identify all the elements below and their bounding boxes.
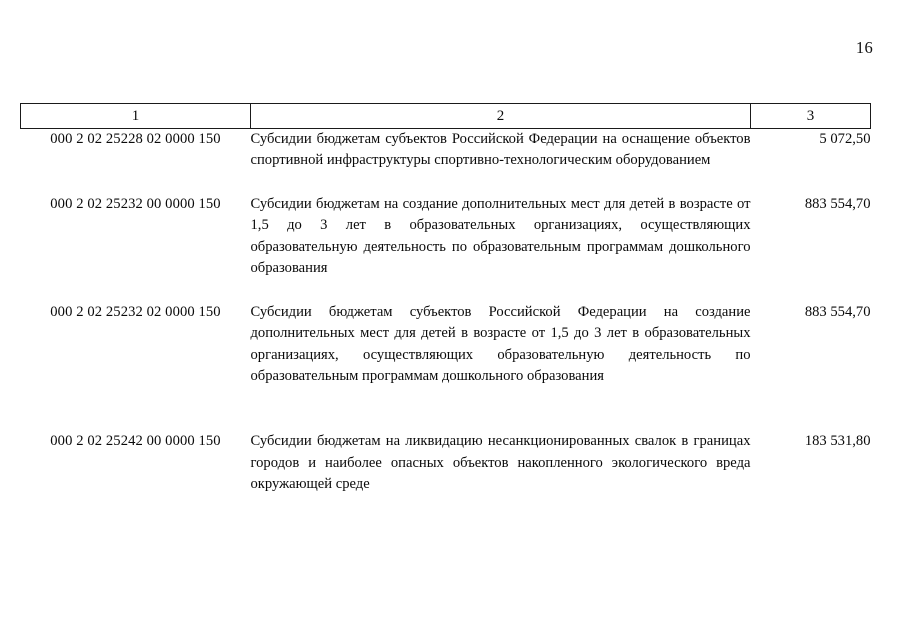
table-body <box>21 129 871 496</box>
table-header <box>21 104 871 129</box>
row-spacer-cell <box>21 280 251 302</box>
budget-classification-table <box>20 103 871 496</box>
row-description: Субсидии бюджетам субъектов Российской Федерации на оснащение объектов спортивной инфраструктуры спортивно-технологическим оборудованием <box>250 131 751 169</box>
row-spacer-cell <box>21 387 251 431</box>
table-row <box>21 431 871 495</box>
row-code: 000 2 02 25242 00 0000 150 <box>50 433 221 450</box>
row-spacer-cell <box>21 172 251 194</box>
table-row <box>21 302 871 388</box>
table-row <box>21 194 871 280</box>
row-value: 5 072,50 <box>819 131 871 147</box>
row-description: Субсидии бюджетам на создание дополнительных мест для детей в возрасте от 1,5 до 3 лет в образовательных организациях, осуществляющих образовательную деятельность по образовательным программам дошкольного образования <box>250 195 751 277</box>
row-value: 883 554,70 <box>804 303 871 320</box>
row-spacer <box>21 280 871 302</box>
row-code: 000 2 02 25232 00 0000 150 <box>50 195 221 212</box>
row-value: 183 531,80 <box>804 433 871 450</box>
column-header-1: 1 <box>21 104 251 129</box>
row-code: 000 2 02 25232 02 0000 150 <box>50 303 221 320</box>
row-description: Субсидии бюджетам на ликвидацию несанкционированных свалок в границах городов и наиболее опасных объектов накопленного экологического вреда окружающей среде <box>250 433 751 493</box>
row-spacer-cell <box>751 172 871 194</box>
row-spacer <box>21 387 871 431</box>
table-header-row <box>21 104 871 129</box>
row-code: 000 2 02 25228 02 0000 150 <box>50 131 221 147</box>
row-spacer-cell <box>751 280 871 302</box>
column-header-3: 3 <box>751 104 871 129</box>
row-spacer-cell <box>251 280 751 302</box>
row-spacer-cell <box>251 172 751 194</box>
row-spacer-cell <box>251 387 751 431</box>
row-spacer-cell <box>751 387 871 431</box>
page-number: 16 <box>855 38 873 57</box>
table-row <box>21 129 871 172</box>
column-header-2: 2 <box>251 104 751 129</box>
row-spacer <box>21 172 871 194</box>
row-description: Субсидии бюджетам субъектов Российской Федерации на создание дополнительных мест для детей в возрасте от 1,5 до 3 лет в образовательных организациях, осуществляющих образовательную деятельность по образовательным программам дошкольного образования <box>250 303 751 384</box>
row-value: 883 554,70 <box>804 195 871 212</box>
